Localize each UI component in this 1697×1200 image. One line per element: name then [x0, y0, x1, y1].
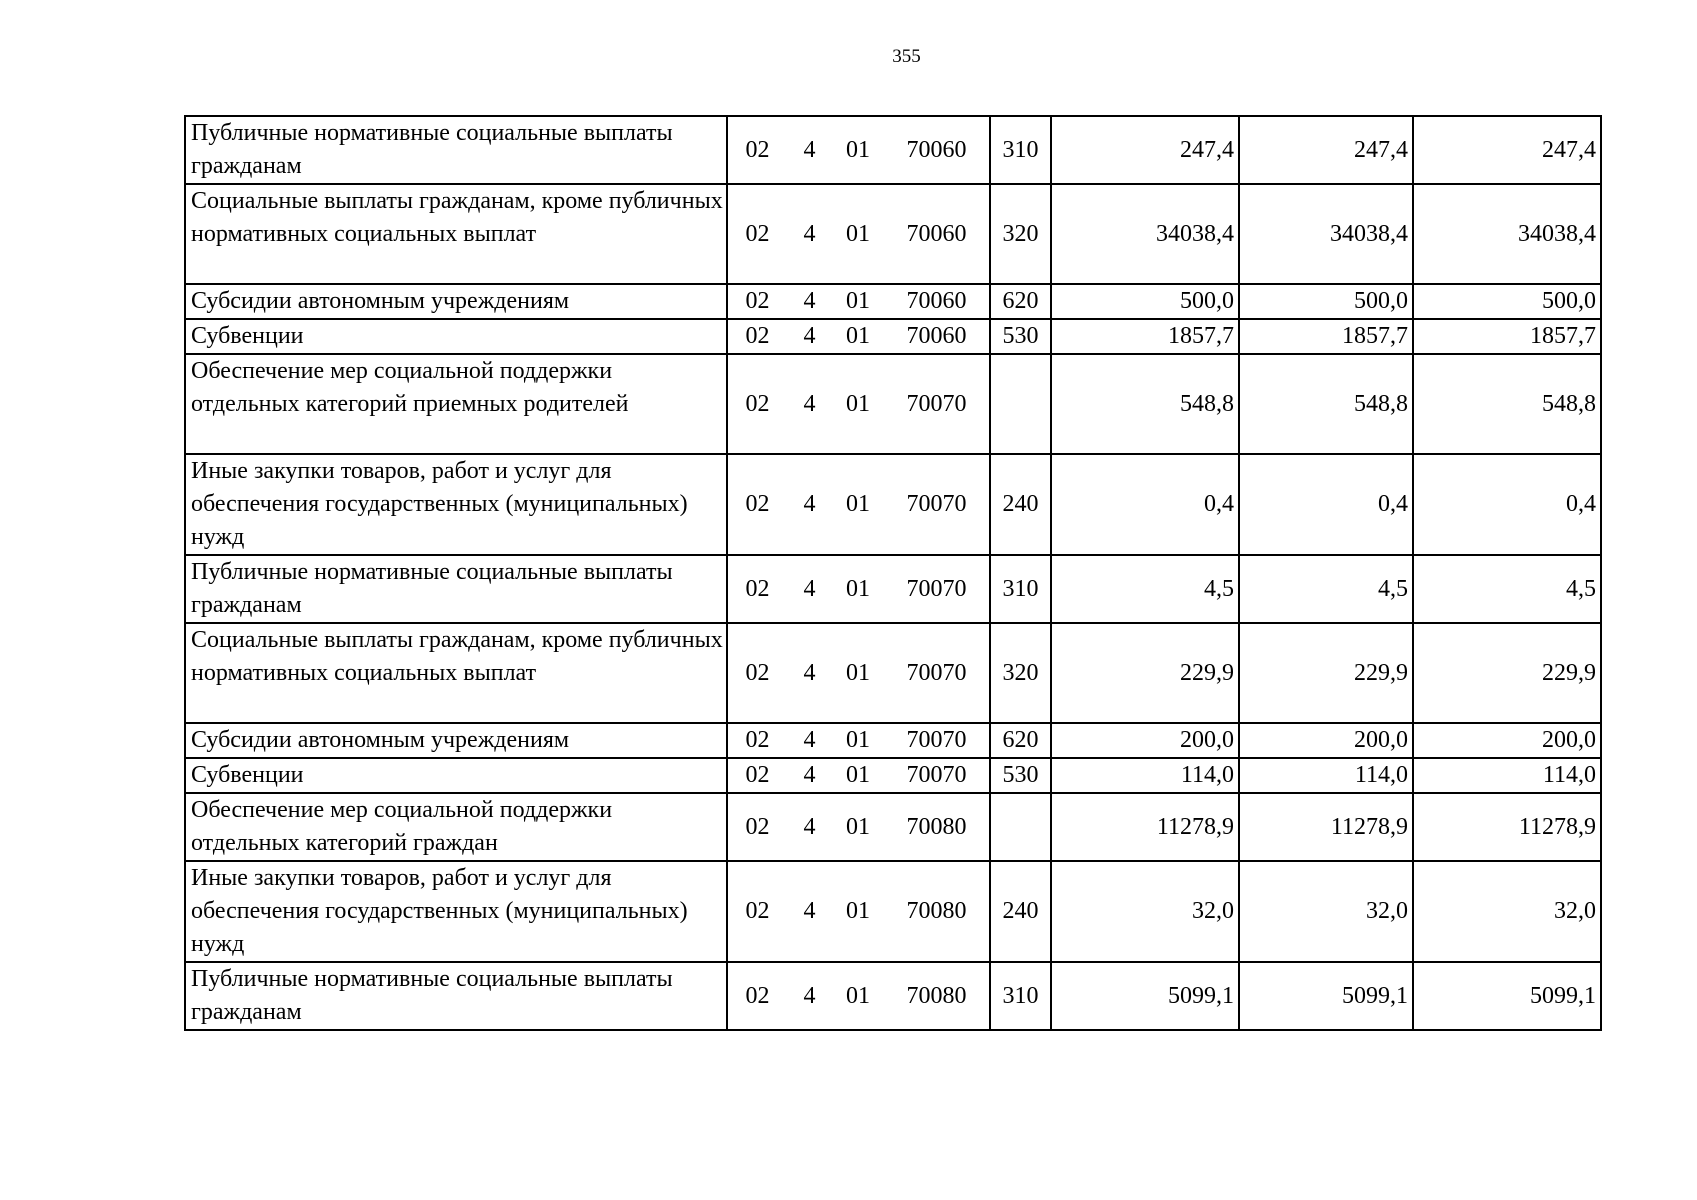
program-code: 02	[727, 184, 787, 284]
main-activity-code: 01	[832, 454, 884, 555]
main-activity-code: 01	[832, 793, 884, 861]
expense-type-code: 530	[990, 319, 1051, 354]
amount-year-2: 247,4	[1239, 116, 1413, 184]
direction-code: 70070	[884, 758, 990, 793]
main-activity-code: 01	[832, 723, 884, 758]
amount-year-1: 11278,9	[1051, 793, 1239, 861]
program-code: 02	[727, 319, 787, 354]
main-activity-code: 01	[832, 861, 884, 962]
program-code: 02	[727, 793, 787, 861]
subprogram-code: 4	[787, 319, 832, 354]
main-activity-code: 01	[832, 623, 884, 723]
amount-year-2: 4,5	[1239, 555, 1413, 623]
row-name: Иные закупки товаров, работ и услуг для обеспечения государственных (муниципальных) нужд	[185, 454, 727, 555]
amount-year-2: 11278,9	[1239, 793, 1413, 861]
direction-code: 70070	[884, 555, 990, 623]
row-name: Публичные нормативные социальные выплаты гражданам	[185, 116, 727, 184]
table-row	[185, 793, 1601, 861]
amount-year-3: 5099,1	[1413, 962, 1601, 1030]
amount-year-3: 500,0	[1413, 284, 1601, 319]
amount-year-1: 200,0	[1051, 723, 1239, 758]
row-name: Публичные нормативные социальные выплаты гражданам	[185, 555, 727, 623]
direction-code: 70080	[884, 793, 990, 861]
expense-type-code: 310	[990, 116, 1051, 184]
amount-year-3: 0,4	[1413, 454, 1601, 555]
amount-year-2: 5099,1	[1239, 962, 1413, 1030]
direction-code: 70060	[884, 319, 990, 354]
direction-code: 70060	[884, 184, 990, 284]
expense-type-code	[990, 793, 1051, 861]
amount-year-2: 200,0	[1239, 723, 1413, 758]
expense-type-code: 620	[990, 284, 1051, 319]
row-name: Субвенции	[185, 319, 727, 354]
subprogram-code: 4	[787, 962, 832, 1030]
table-row	[185, 555, 1601, 623]
subprogram-code: 4	[787, 116, 832, 184]
row-name: Субсидии автономным учреждениям	[185, 284, 727, 319]
expense-type-code: 310	[990, 962, 1051, 1030]
expense-type-code: 320	[990, 623, 1051, 723]
subprogram-code: 4	[787, 758, 832, 793]
direction-code: 70080	[884, 861, 990, 962]
amount-year-3: 200,0	[1413, 723, 1601, 758]
amount-year-3: 11278,9	[1413, 793, 1601, 861]
expense-type-code: 530	[990, 758, 1051, 793]
amount-year-3: 32,0	[1413, 861, 1601, 962]
amount-year-2: 0,4	[1239, 454, 1413, 555]
amount-year-3: 1857,7	[1413, 319, 1601, 354]
table-row	[185, 454, 1601, 555]
program-code: 02	[727, 555, 787, 623]
amount-year-1: 229,9	[1051, 623, 1239, 723]
program-code: 02	[727, 962, 787, 1030]
amount-year-1: 0,4	[1051, 454, 1239, 555]
main-activity-code: 01	[832, 319, 884, 354]
amount-year-1: 548,8	[1051, 354, 1239, 454]
amount-year-2: 1857,7	[1239, 319, 1413, 354]
expense-type-code: 320	[990, 184, 1051, 284]
table-row	[185, 354, 1601, 454]
amount-year-3: 114,0	[1413, 758, 1601, 793]
subprogram-code: 4	[787, 861, 832, 962]
amount-year-2: 114,0	[1239, 758, 1413, 793]
budget-table-body	[185, 116, 1601, 1030]
table-row	[185, 962, 1601, 1030]
amount-year-1: 247,4	[1051, 116, 1239, 184]
program-code: 02	[727, 284, 787, 319]
main-activity-code: 01	[832, 962, 884, 1030]
subprogram-code: 4	[787, 284, 832, 319]
table-row	[185, 184, 1601, 284]
subprogram-code: 4	[787, 723, 832, 758]
row-name: Публичные нормативные социальные выплаты гражданам	[185, 962, 727, 1030]
amount-year-1: 114,0	[1051, 758, 1239, 793]
amount-year-3: 548,8	[1413, 354, 1601, 454]
program-code: 02	[727, 861, 787, 962]
amount-year-2: 548,8	[1239, 354, 1413, 454]
amount-year-1: 5099,1	[1051, 962, 1239, 1030]
row-name: Обеспечение мер социальной поддержки отдельных категорий приемных родителей	[185, 354, 727, 454]
budget-table	[184, 115, 1602, 1031]
expense-type-code: 310	[990, 555, 1051, 623]
direction-code: 70060	[884, 116, 990, 184]
main-activity-code: 01	[832, 758, 884, 793]
table-row	[185, 723, 1601, 758]
amount-year-2: 229,9	[1239, 623, 1413, 723]
page-number: 355	[892, 46, 921, 67]
row-name: Субсидии автономным учреждениям	[185, 723, 727, 758]
amount-year-2: 34038,4	[1239, 184, 1413, 284]
table-row	[185, 758, 1601, 793]
subprogram-code: 4	[787, 555, 832, 623]
amount-year-1: 32,0	[1051, 861, 1239, 962]
row-name: Социальные выплаты гражданам, кроме публичных нормативных социальных выплат	[185, 623, 727, 723]
expense-type-code	[990, 354, 1051, 454]
amount-year-2: 32,0	[1239, 861, 1413, 962]
expense-type-code: 240	[990, 454, 1051, 555]
amount-year-1: 500,0	[1051, 284, 1239, 319]
amount-year-3: 4,5	[1413, 555, 1601, 623]
table-row	[185, 116, 1601, 184]
program-code: 02	[727, 454, 787, 555]
row-name: Иные закупки товаров, работ и услуг для обеспечения государственных (муниципальных) нужд	[185, 861, 727, 962]
program-code: 02	[727, 723, 787, 758]
expense-type-code: 240	[990, 861, 1051, 962]
direction-code: 70060	[884, 284, 990, 319]
direction-code: 70070	[884, 454, 990, 555]
program-code: 02	[727, 623, 787, 723]
main-activity-code: 01	[832, 184, 884, 284]
program-code: 02	[727, 116, 787, 184]
table-row	[185, 623, 1601, 723]
amount-year-2: 500,0	[1239, 284, 1413, 319]
row-name: Социальные выплаты гражданам, кроме публичных нормативных социальных выплат	[185, 184, 727, 284]
row-name: Субвенции	[185, 758, 727, 793]
subprogram-code: 4	[787, 354, 832, 454]
expense-type-code: 620	[990, 723, 1051, 758]
direction-code: 70080	[884, 962, 990, 1030]
direction-code: 70070	[884, 623, 990, 723]
amount-year-3: 34038,4	[1413, 184, 1601, 284]
direction-code: 70070	[884, 354, 990, 454]
subprogram-code: 4	[787, 184, 832, 284]
amount-year-3: 247,4	[1413, 116, 1601, 184]
program-code: 02	[727, 354, 787, 454]
direction-code: 70070	[884, 723, 990, 758]
table-row	[185, 284, 1601, 319]
subprogram-code: 4	[787, 623, 832, 723]
main-activity-code: 01	[832, 116, 884, 184]
table-row	[185, 319, 1601, 354]
subprogram-code: 4	[787, 793, 832, 861]
main-activity-code: 01	[832, 284, 884, 319]
table-row	[185, 861, 1601, 962]
amount-year-1: 4,5	[1051, 555, 1239, 623]
program-code: 02	[727, 758, 787, 793]
main-activity-code: 01	[832, 555, 884, 623]
amount-year-1: 1857,7	[1051, 319, 1239, 354]
amount-year-1: 34038,4	[1051, 184, 1239, 284]
row-name: Обеспечение мер социальной поддержки отдельных категорий граждан	[185, 793, 727, 861]
main-activity-code: 01	[832, 354, 884, 454]
amount-year-3: 229,9	[1413, 623, 1601, 723]
subprogram-code: 4	[787, 454, 832, 555]
